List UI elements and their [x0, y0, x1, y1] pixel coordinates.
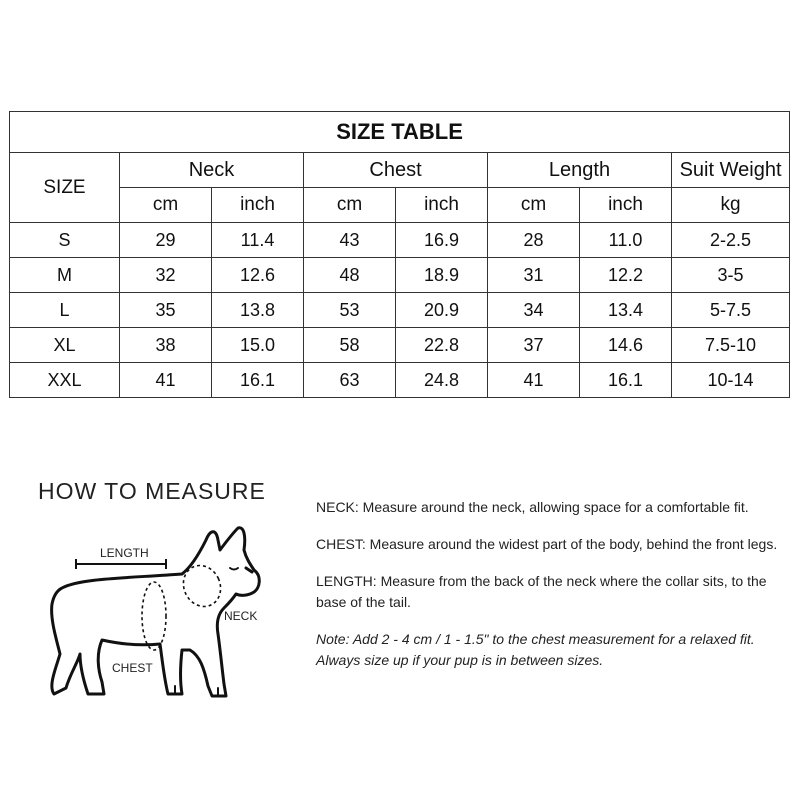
length-inch-cell: 12.2 [580, 258, 672, 293]
length-cm-header: cm [488, 188, 580, 223]
length-marker [76, 559, 166, 569]
size-cell: S [10, 223, 120, 258]
length-instruction: LENGTH: Measure from the back of the neck where the collar sits, to the base of the tail. [316, 573, 767, 610]
weight-kg-cell: 3-5 [672, 258, 790, 293]
length-inch-cell: 13.4 [580, 293, 672, 328]
measurement-instructions [316, 497, 792, 687]
neck-cm-cell: 35 [120, 293, 212, 328]
weight-kg-header: kg [672, 188, 790, 223]
neck-inch-cell: 15.0 [212, 328, 304, 363]
weight-kg-cell: 7.5-10 [672, 328, 790, 363]
how-to-measure-title: HOW TO MEASURE [38, 478, 266, 504]
chest-inch-cell: 16.9 [396, 223, 488, 258]
length-cm-cell: 34 [488, 293, 580, 328]
dog-measurement-diagram [40, 518, 270, 718]
chest-cm-cell: 53 [304, 293, 396, 328]
chest-inch-header: inch [396, 188, 488, 223]
table-row [10, 363, 790, 398]
length-cm-cell: 41 [488, 363, 580, 398]
size-table-title: SIZE TABLE [10, 112, 790, 153]
neck-inch-cell: 11.4 [212, 223, 304, 258]
length-inch-header: inch [580, 188, 672, 223]
chest-inch-cell: 22.8 [396, 328, 488, 363]
size-cell: XL [10, 328, 120, 363]
size-table [9, 111, 790, 398]
table-row [10, 328, 790, 363]
chest-cm-header: cm [304, 188, 396, 223]
chest-label: CHEST [112, 661, 153, 675]
neck-inch-cell: 13.8 [212, 293, 304, 328]
weight-kg-cell: 10-14 [672, 363, 790, 398]
chest-cm-cell: 63 [304, 363, 396, 398]
chest-instruction: CHEST: Measure around the widest part of the body, behind the front legs. [316, 536, 778, 552]
length-inch-cell: 11.0 [580, 223, 672, 258]
size-cell: XXL [10, 363, 120, 398]
length-inch-cell: 16.1 [580, 363, 672, 398]
length-cm-cell: 37 [488, 328, 580, 363]
size-cell: L [10, 293, 120, 328]
chest-cm-cell: 48 [304, 258, 396, 293]
length-label: LENGTH [100, 546, 149, 560]
neck-instruction: NECK: Measure around the neck, allowing space for a comfortable fit. [316, 499, 749, 515]
neck-marker [177, 559, 227, 612]
fit-note: Note: Add 2 - 4 cm / 1 - 1.5" to the chest measurement for a relaxed fit. Always size up if your pup is in between sizes. [316, 631, 755, 668]
neck-cm-cell: 41 [120, 363, 212, 398]
chest-marker [142, 582, 166, 650]
weight-kg-cell: 5-7.5 [672, 293, 790, 328]
weight-kg-cell: 2-2.5 [672, 223, 790, 258]
neck-cm-cell: 29 [120, 223, 212, 258]
chest-cm-cell: 58 [304, 328, 396, 363]
table-row [10, 293, 790, 328]
neck-cm-header: cm [120, 188, 212, 223]
neck-inch-cell: 12.6 [212, 258, 304, 293]
size-cell: M [10, 258, 120, 293]
chest-group-header: Chest [304, 153, 488, 188]
neck-inch-cell: 16.1 [212, 363, 304, 398]
neck-group-header: Neck [120, 153, 304, 188]
length-inch-cell: 14.6 [580, 328, 672, 363]
neck-inch-header: inch [212, 188, 304, 223]
neck-cm-cell: 32 [120, 258, 212, 293]
chest-cm-cell: 43 [304, 223, 396, 258]
chest-inch-cell: 18.9 [396, 258, 488, 293]
weight-group-header: Suit Weight [672, 153, 790, 188]
chest-inch-cell: 20.9 [396, 293, 488, 328]
neck-cm-cell: 38 [120, 328, 212, 363]
table-row [10, 258, 790, 293]
table-row [10, 223, 790, 258]
length-group-header: Length [488, 153, 672, 188]
length-cm-cell: 28 [488, 223, 580, 258]
length-cm-cell: 31 [488, 258, 580, 293]
neck-label: NECK [224, 609, 258, 623]
chest-inch-cell: 24.8 [396, 363, 488, 398]
size-column-header: SIZE [10, 153, 120, 223]
